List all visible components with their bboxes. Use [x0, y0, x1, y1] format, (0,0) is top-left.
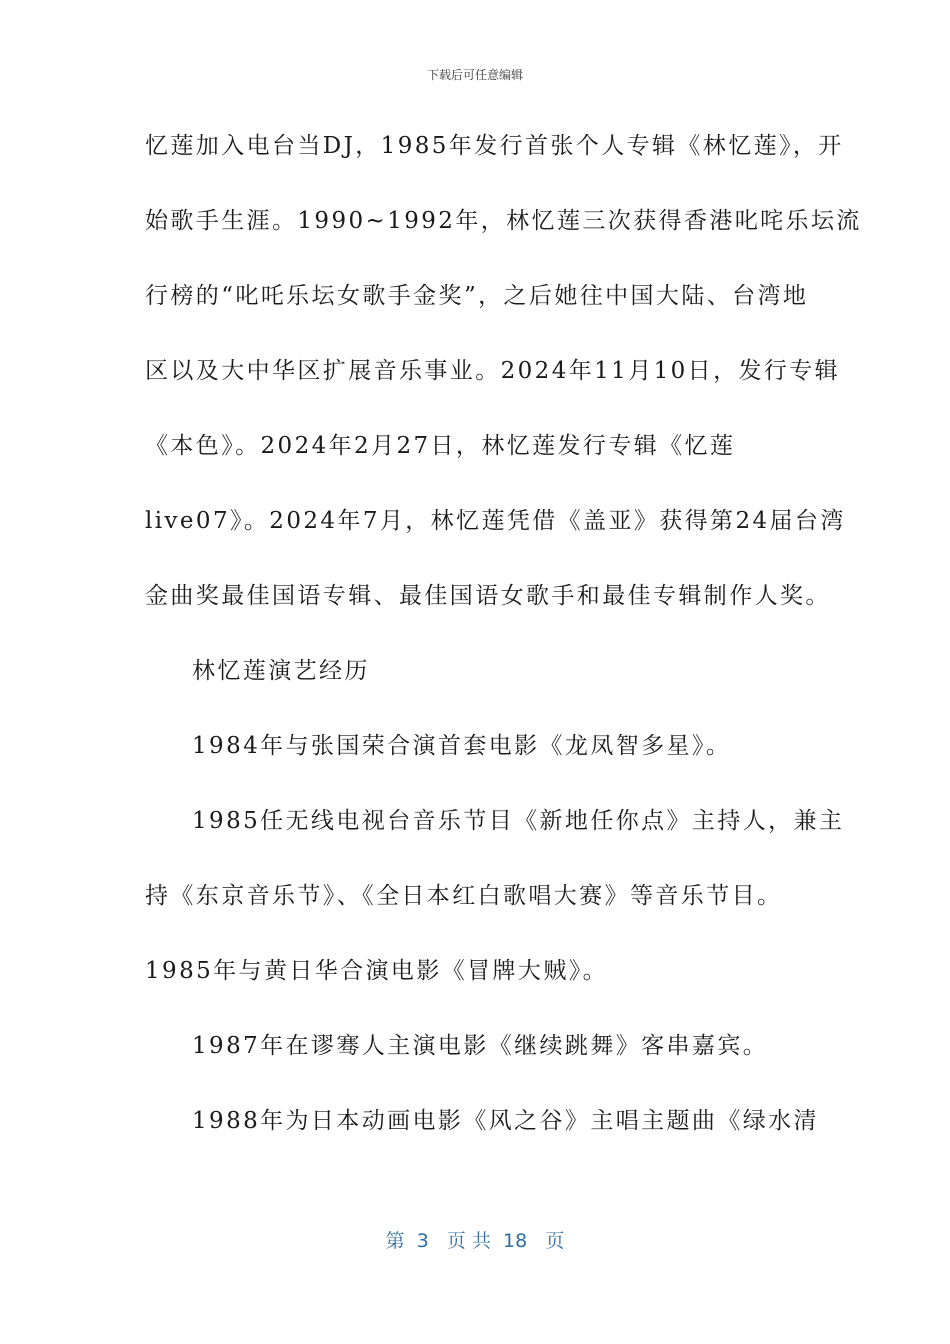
text-line: live07》。2024年7月，林忆莲凭借《盖亚》获得第24届台湾	[145, 508, 846, 534]
page-header: 下载后可任意编辑	[426, 68, 523, 82]
text-line: 《本色》。2024年2月27日，林忆莲发行专辑《忆莲	[145, 433, 736, 459]
text-line: 1985任无线电视台音乐节目《新地任你点》主持人，兼主	[192, 808, 845, 834]
text-line: 金曲奖最佳国语专辑、最佳国语女歌手和最佳专辑制作人奖。	[145, 583, 831, 609]
section-heading: 林忆莲演艺经历	[192, 658, 370, 684]
page-footer-pagination: 第 3 页 共 18 页	[385, 1230, 565, 1252]
document-body	[145, 118, 862, 1168]
text-line: 区以及大中华区扩展音乐事业。2024年11月10日，发行专辑	[145, 358, 841, 384]
text-line: 持《东京音乐节》、《全日本红白歌唱大赛》等音乐节目。	[145, 883, 783, 909]
text-line: 1987年在谬骞人主演电影《继续跳舞》客串嘉宾。	[192, 1033, 769, 1059]
text-line: 忆莲加入电台当DJ，1985年发行首张个人专辑《林忆莲》，开	[145, 133, 844, 159]
text-line: 行榜的“叱吒乐坛女歌手金奖”，之后她往中国大陆、台湾地	[145, 283, 809, 309]
text-line: 1984年与张国荣合演首套电影《龙凤智多星》。	[192, 733, 732, 759]
text-line: 1988年为日本动画电影《风之谷》主唱主题曲《绿水清	[192, 1108, 819, 1134]
text-line: 1985年与黄日华合演电影《冒牌大贼》。	[145, 958, 609, 984]
text-line: 始歌手生涯。1990~1992年，林忆莲三次获得香港叱咤乐坛流	[145, 208, 862, 234]
